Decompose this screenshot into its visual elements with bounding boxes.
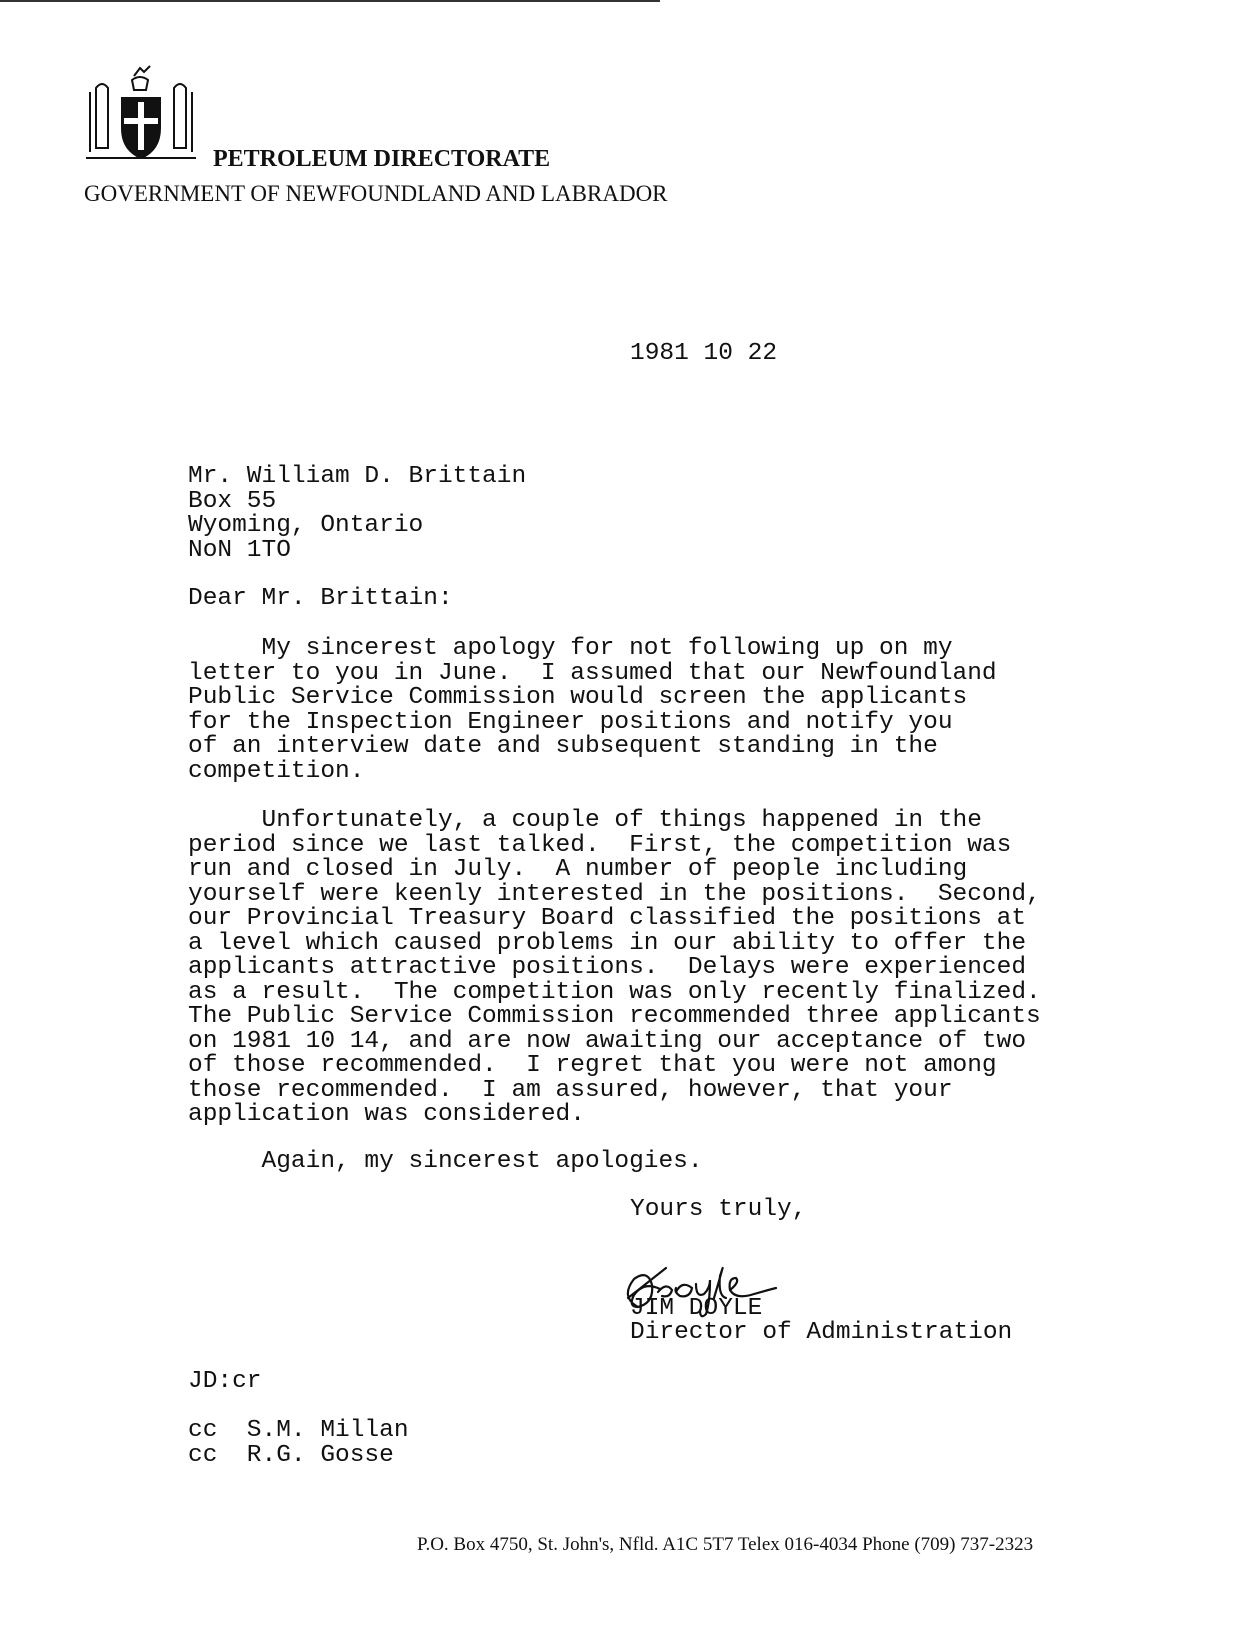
closing: Yours truly, — [630, 1196, 807, 1223]
paragraph-line: a level which caused problems in our ability to offer the — [188, 929, 1027, 957]
paragraph-line: applicants attractive positions. Delays were experienced — [188, 954, 1027, 981]
recipient-address — [188, 465, 526, 563]
paragraph-line: yourself were keenly interested in the positions. Second, — [188, 880, 1041, 908]
footer-contact: P.O. Box 4750, St. John's, Nfld. A1C 5T7 Telex 016-4034 Phone (709) 737-2323 — [417, 1534, 1034, 1555]
paragraph-line: The Public Service Commission recommended three applicants — [188, 1003, 1041, 1030]
paragraph-line: for the Inspection Engineer positions and notify you — [188, 708, 953, 736]
address-line: Mr. William D. Brittain — [188, 463, 527, 490]
paragraph-line: our Provincial Treasury Board classified the positions at — [188, 905, 1027, 932]
paragraph-line: Again, my sincerest apologies. — [188, 1148, 703, 1175]
cc-line: cc R.G. Gosse — [188, 1441, 394, 1469]
paragraph-line: of those recommended. I regret that you were not among — [188, 1052, 997, 1079]
paragraph-line: of an interview date and subsequent standing in the — [188, 733, 938, 760]
address-line: NoN 1TO — [188, 536, 291, 564]
paragraph-line: letter to you in June. I assumed that our Newfoundland — [188, 659, 997, 687]
signer-name: JIM DOYLE — [630, 1295, 763, 1322]
salutation: Dear Mr. Brittain: — [188, 585, 453, 612]
address-line: Box 55 — [188, 487, 277, 515]
paragraph-line: on 1981 10 14, and are now awaiting our acceptance of two — [188, 1027, 1027, 1055]
paragraph-2 — [188, 809, 1041, 1128]
organization-name: PETROLEUM DIRECTORATE — [213, 146, 551, 172]
paragraph-line: My sincerest apology for not following up on my — [188, 635, 953, 662]
reference-initials: JD:cr — [188, 1368, 262, 1395]
coat-of-arms-logo — [82, 58, 200, 176]
paragraph-line: run and closed in July. A number of people including — [188, 856, 968, 883]
cc-list — [188, 1419, 409, 1468]
paragraph-line: period since we last talked. First, the competition was — [188, 831, 1012, 859]
scan-edge-line — [0, 0, 660, 2]
paragraph-line: Public Service Commission would screen the applicants — [188, 684, 968, 711]
paragraph-line: those recommended. I am assured, however, that your — [188, 1076, 953, 1104]
signer-title: Director of Administration — [630, 1319, 1013, 1346]
letter-date: 1981 10 22 — [630, 340, 778, 367]
paragraph-line: competition. — [188, 757, 365, 785]
paragraph-3 — [188, 1150, 703, 1175]
paragraph-line: as a result. The competition was only recently finalized. — [188, 978, 1041, 1006]
paragraph-1 — [188, 637, 997, 784]
paragraph-line: application was considered. — [188, 1101, 585, 1128]
paragraph-line: Unfortunately, a couple of things happened in the — [188, 807, 982, 834]
cc-line: cc S.M. Millan — [188, 1417, 409, 1444]
address-line: Wyoming, Ontario — [188, 512, 424, 539]
government-name: GOVERNMENT OF NEWFOUNDLAND AND LABRADOR — [84, 181, 668, 206]
